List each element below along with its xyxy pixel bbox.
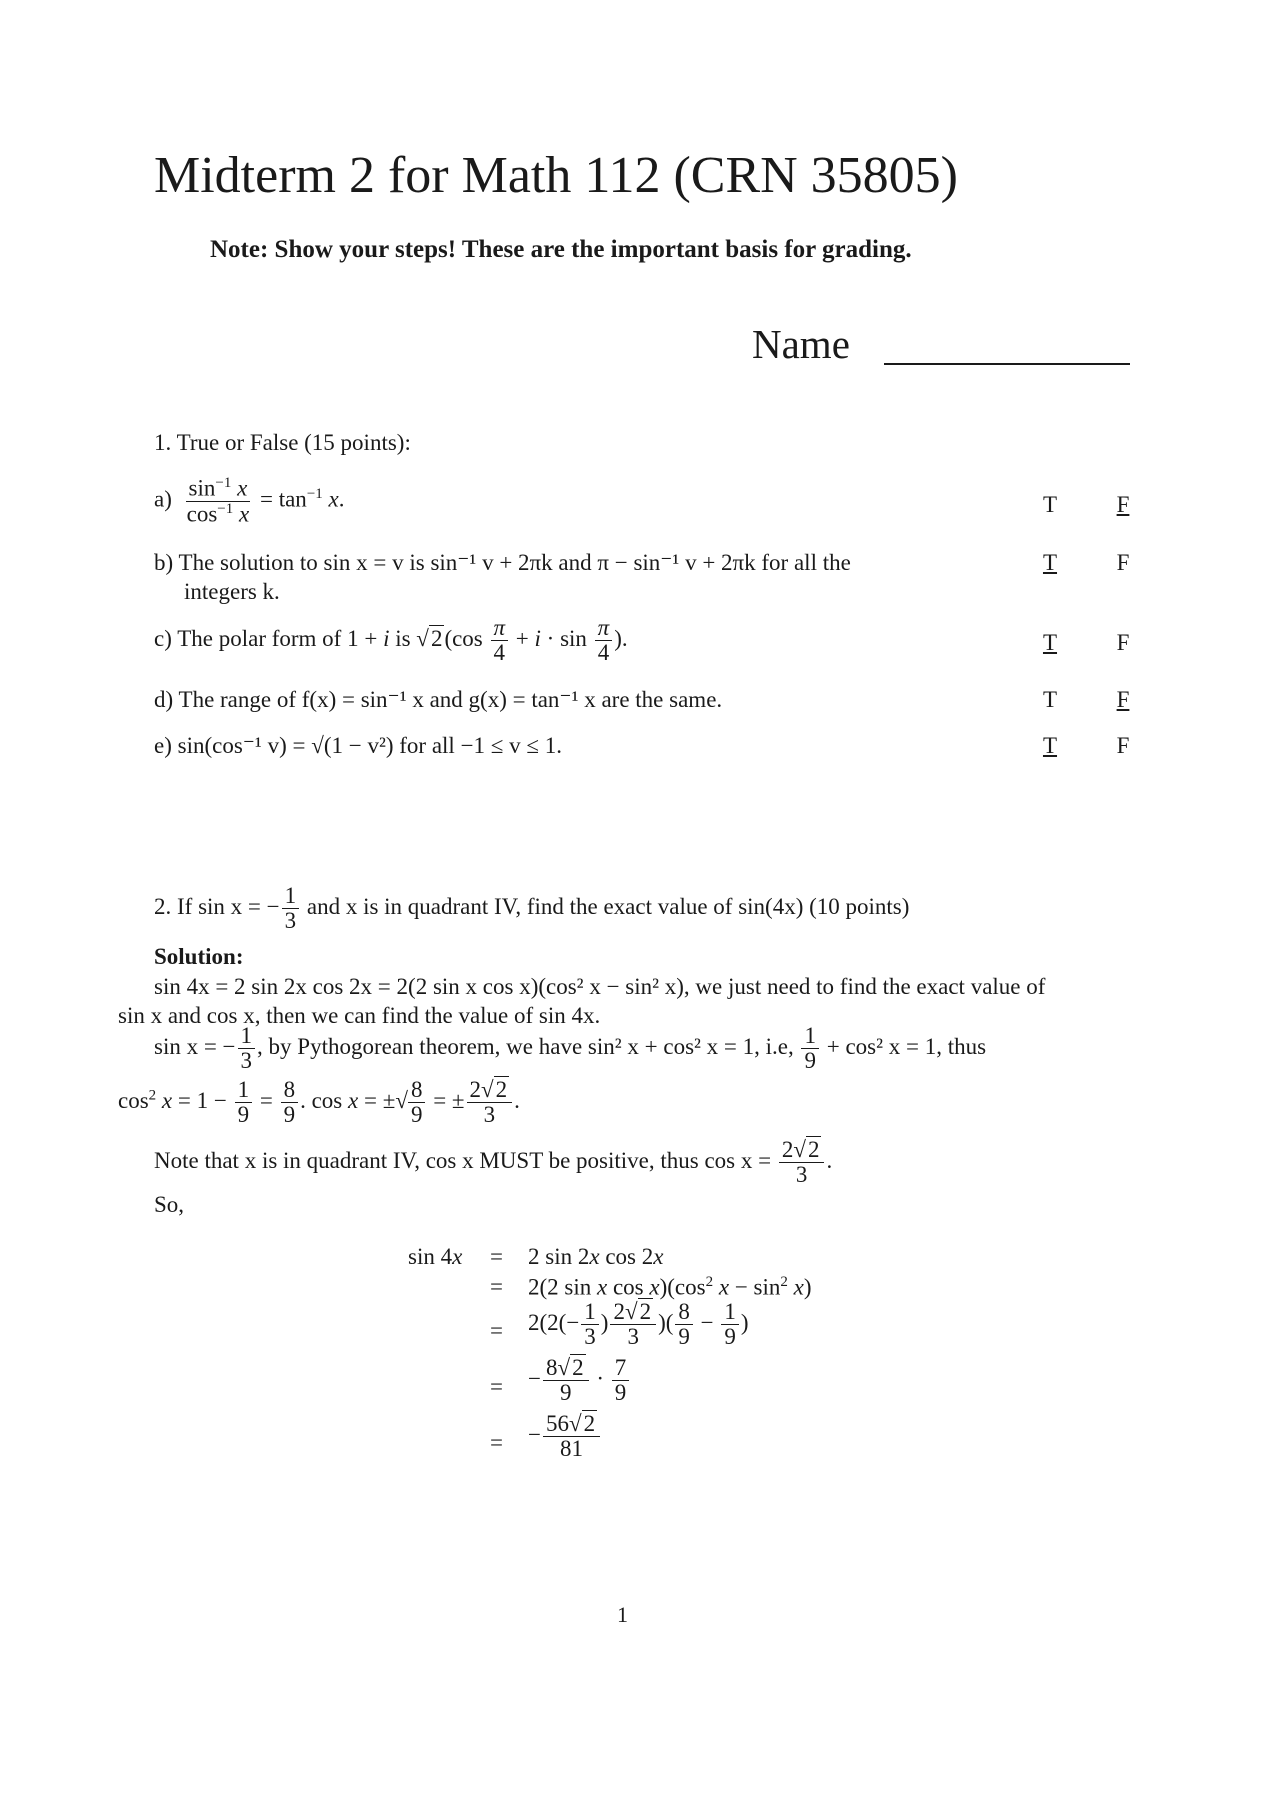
q1e-statement: e) sin(cos⁻¹ v) = √(1 − v²) for all −1 ≤ v ≤ 1. — [154, 733, 563, 758]
q1b-true-selected[interactable]: T — [1042, 550, 1058, 575]
eq-sign-1: = — [490, 1244, 503, 1269]
eq-step-4: − $\frac{8√2}{9}$ · $\frac{7}{9}$ — [528, 1356, 631, 1405]
q1e-false[interactable]: F — [1116, 733, 1130, 758]
q1a-false-selected[interactable]: F — [1116, 492, 1130, 517]
q1d-false-selected[interactable]: F — [1116, 687, 1130, 712]
eq-step-1: 2 sin 2x cos 2x — [528, 1244, 664, 1269]
solution-line-6: So, — [154, 1192, 185, 1217]
q1d-label: d) — [154, 687, 174, 712]
eq-step-3: 2(2(− $\frac{1}{3}$ ) $\frac{2√2}{3}$ )( $\frac{8}{9}$ − $\frac{1}{9}$ ) — [528, 1299, 749, 1350]
q1b-label: b) — [154, 550, 174, 575]
q2-prompt: 2. If sin x = − $\frac{1}{3}$ and x is in quadrant IV, find the exact value of sin(4x) (10 points) — [154, 883, 910, 934]
eq-sign-2: = — [490, 1274, 503, 1299]
q1a-true[interactable]: T — [1042, 492, 1058, 517]
solution-line-3: sin x = − $\frac{1}{3}$ , by Pythogorean theorem, we have sin² x + cos² x = 1, i.e, $\frac{1}{9}$ + cos² x = 1, thus — [154, 1023, 987, 1074]
name-field[interactable] — [884, 363, 1130, 365]
eq-lhs: sin 4x — [408, 1244, 463, 1269]
q1b-statement: b) The solution to sin x = v is sin⁻¹ v + 2πk and π − sin⁻¹ v + 2πk for all the — [154, 550, 851, 575]
solution-line-4: $\cos^2 x = 1$ − $\frac{1}{9}$ = $\frac{8}{9}$ . cos x = ±√ $\frac{8}{9}$ = ± $\frac{2√2}{3}$ . — [118, 1077, 520, 1128]
q1a-statement: a) $\frac{\sin^{-1} x}{\cos^{-1} x}$ = $\tan^{-1} x$. — [154, 475, 345, 527]
q1b-statement-cont: integers k. — [184, 579, 280, 604]
q1-heading: 1. True or False (15 points): — [154, 430, 411, 455]
q1b-false[interactable]: F — [1116, 550, 1130, 575]
solution-line-1: sin 4x = 2 sin 2x cos 2x = 2(2 sin x cos x)(cos² x − sin² x), we just need to find the exact value of — [154, 974, 1046, 999]
page-number: 1 — [617, 1602, 628, 1627]
q1e-label: e) — [154, 733, 172, 758]
q1c-false[interactable]: F — [1116, 630, 1130, 655]
name-label: Name — [752, 321, 850, 367]
q1c-label: c) — [154, 625, 172, 651]
q1d-true[interactable]: T — [1042, 687, 1058, 712]
solution-line-5: Note that x is in quadrant IV, cos x MUST be positive, thus cos x = $\frac{2√2}{3}$ . — [154, 1137, 833, 1188]
grading-note: Note: Show your steps! These are the important basis for grading. — [210, 236, 912, 263]
eq-sign-4: = — [490, 1374, 503, 1399]
q1a-label: a) — [154, 486, 172, 512]
eq-step-2: 2(2 sin x $\cos x)(\cos^2$ $x - \sin^2 x$) — [528, 1274, 812, 1300]
q1d-statement: d) The range of f(x) = sin⁻¹ x and g(x) = tan⁻¹ x are the same. — [154, 687, 723, 712]
q1c-true-selected[interactable]: T — [1042, 630, 1058, 655]
eq-sign-3: = — [490, 1318, 503, 1343]
solution-line-2: sin x and cos x, then we can find the value of sin 4x. — [118, 1003, 601, 1028]
eq-step-5: − $\frac{56√2}{81}$ — [528, 1412, 602, 1461]
q1c-statement: c) The polar form of 1 + i is √2(cos $\frac{\pi}{4}$ + i · sin $\frac{\pi}{4}$ ). — [154, 615, 628, 666]
page-title: Midterm 2 for Math 112 (CRN 35805) — [154, 147, 958, 204]
q1e-true-selected[interactable]: T — [1042, 733, 1058, 758]
solution-heading: Solution: — [154, 944, 244, 969]
eq-sign-5: = — [490, 1430, 503, 1455]
